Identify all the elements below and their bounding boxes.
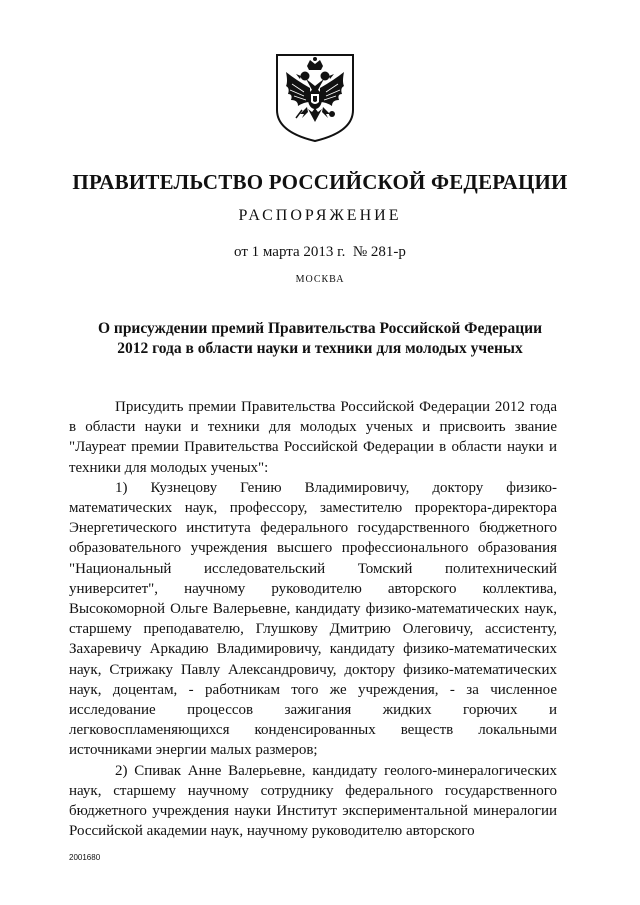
body-paragraph: 1) Кузнецову Гению Владимировичу, доктору физико-математических наук, профессору, заместителю проректора-директора Энергетического института федерального государственного бюджетного образовательного учреждения высшего профессионального образования "Национальный исследовательский Томский политехнический университет", научному руководителю авторского коллектива, Высокоморной Ольге Валерьевне, кандидату физико-математических наук, старшему преподавателю, Глушкову Дмитрию Олеговичу, ассистенту, Захаревичу Аркадию Владимировичу, кандидату физико-математических наук, Стрижаку Павлу Александровичу, доктору физико-математических наук, доцентам, - работникам того же учреждения, - за численное исследование процессов зажигания жидких горючих и легковоспламеняющихся конденсированных веществ локальными источниками энергии малых размеров; — [69, 479, 557, 759]
russian-coat-of-arms-icon — [274, 52, 356, 144]
body-paragraph: 2) Спивак Анне Валерьевне, кандидату геолого-минералогических наук, старшему научному сотруднику федерального государственного бюджетного учреждения науки Институт экспериментальной минералогии Российской академии наук, научному руководителю авторского — [69, 762, 557, 840]
document-body — [69, 397, 557, 841]
document-code: 2001680 — [69, 853, 101, 862]
document-type: РАСПОРЯЖЕНИЕ — [238, 207, 402, 224]
title-line-2: 2012 года в области науки и техники для молодых ученых — [117, 340, 523, 357]
document-date: от 1 марта 2013 г. — [234, 244, 346, 260]
document-number: № 281-р — [352, 244, 406, 260]
title-line-1: О присуждении премий Правительства Российской Федерации — [97, 320, 543, 337]
organization-heading: ПРАВИТЕЛЬСТВО РОССИЙСКОЙ ФЕДЕРАЦИИ — [72, 170, 568, 194]
date-and-number — [0, 244, 640, 261]
body-paragraph: Присудить премии Правительства Российской Федерации 2012 года в области науки и техники для молодых ученых и присвоить звание "Лауреат премии Правительства Российской Федерации в области науки и техники для молодых ученых": — [69, 399, 557, 476]
city: МОСКВА — [295, 274, 345, 285]
document-title — [70, 319, 570, 359]
